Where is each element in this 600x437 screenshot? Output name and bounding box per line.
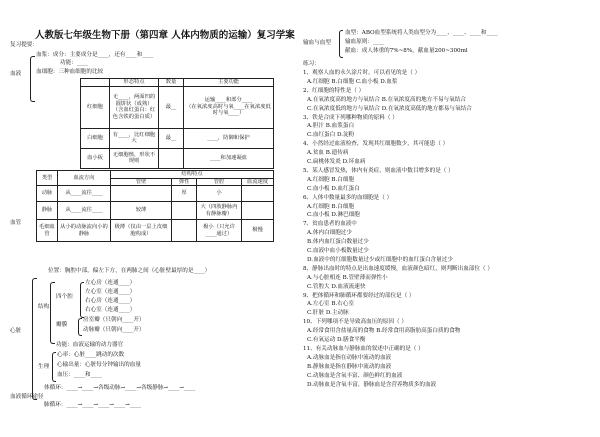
question-line: C.血小板 D.淋巴细胞	[307, 212, 360, 219]
vessel-lumen: 极小（只允许____通过）	[197, 220, 242, 242]
question-line: A.贫血 B.遗传病	[307, 150, 349, 157]
vessel-type: 毛细血管	[37, 220, 58, 242]
wbc-shape: 有____，比红细胞大	[110, 128, 159, 148]
question-line: A.胆汁 B.血浆蛋白	[307, 123, 355, 130]
question-line: 4、小然经过血液检查，发现其红细胞数少，其可能患（ ）	[303, 141, 449, 148]
vessel-header: 血流方向	[58, 171, 111, 186]
body-circulation: 体循环：____→____→各级动脉→____→各级静脉→____→____	[44, 385, 196, 391]
question-line: B.静脉血是指在静脉中流动的血液	[307, 363, 392, 370]
question-line: C.管腔大 D.血液流速快	[307, 283, 366, 290]
physiology-item: 血压：____和____	[57, 372, 102, 378]
physiology-brace	[52, 352, 56, 382]
question-line: C.血小板 D.血红蛋白	[307, 185, 360, 192]
question-line: 1、观察人血的永久涂片时，可以看见的是（ ）	[303, 70, 421, 76]
heart-label: 心脏	[10, 328, 22, 334]
table-row-name: 血小板	[81, 148, 110, 168]
question-line: C.在氧浓度低的地方与氧结合 D.在氧浓度高低的地方都易与氧结合	[307, 105, 472, 112]
question-line: A.经常食用含盐量高的食物 B.经常食用高脂肪高蛋白质的食物	[307, 328, 461, 335]
question-line: 9、把体循环和肺循环都要经过的部位是（ ）	[303, 292, 415, 299]
left-column	[10, 42, 292, 432]
vessel-speed	[242, 186, 274, 202]
vessel-type: 静脉	[37, 202, 58, 220]
table-row-name: 红细胞	[81, 86, 110, 128]
physiology-item: 心率：心脏____跳动的次数	[57, 352, 125, 358]
question-line: C.血液中血小板数量过少	[307, 248, 369, 254]
donation-line: 献血：成人体重的7%~8%，献血量200~300ml	[345, 48, 468, 54]
rbc-shape: 无____，两面凹的圆饼状（成熟）	[112, 94, 156, 107]
structure-label: 结构	[38, 304, 50, 310]
vessel-dir: 从小的动脉流向小的静脉	[58, 220, 111, 242]
valve-item: 房室瓣（只朝向____开）	[83, 317, 145, 323]
question-line: A.与心脏相连 B.管壁薄而弹性小	[307, 274, 388, 281]
blood-cells-line: 血细胞：三种血细胞的比较	[36, 69, 104, 75]
vessel-wall: 极薄（仅由一层上皮细胞构成）	[111, 220, 172, 242]
blood-cell-table	[80, 78, 274, 169]
platelet-shape: 无细胞核，形状不规则	[110, 148, 159, 168]
heart-function: 功能：血液运输的动力器官	[56, 342, 124, 348]
plasma-function: 功能：____	[60, 60, 88, 66]
rbc-count: 最__	[159, 86, 184, 128]
question-line: B.体内血红蛋白数量过少	[307, 239, 369, 246]
vessel-table-title: 结构特点	[111, 171, 274, 179]
question-line: 5、某人感冒发热，体内有炎症，则血液中数目增多的是（ ）	[303, 167, 454, 174]
rbc-func-note: （在氧浓度高时与氧____在氧浓度低时与氧____）	[186, 103, 271, 117]
question-line: 7、贫血患者的血液中	[303, 221, 357, 228]
table-row-name: 白细胞	[81, 128, 110, 148]
question-line: C.动脉血是含氧丰富、颜色鲜红的血液	[307, 372, 403, 379]
vessel-label: 血管	[10, 220, 22, 226]
question-line: 2、红细胞的特性是（ ）	[303, 87, 365, 94]
vessel-header: 类型	[37, 171, 58, 186]
vessel-header: 管壁	[111, 178, 172, 186]
wbc-count: 最__	[159, 128, 184, 148]
lung-circulation: 肺循环：____→____→____→____→____	[44, 402, 142, 408]
transfusion-brace	[339, 30, 343, 58]
vessel-header: 血流速度	[242, 178, 274, 186]
valves-label: 瓣膜	[56, 322, 68, 328]
question-line: A.红细胞 B.白细胞	[307, 203, 355, 210]
structure-brace	[50, 282, 55, 344]
question-line: A.在氧浓度高的地方与氧结合 B.在氧浓度高的地方不易与氧结合	[307, 96, 466, 103]
vessel-dir: 从____流往____	[58, 186, 111, 202]
question-line: A.红细胞 B.白细胞 C.血小板 D.血浆	[307, 78, 398, 85]
chamber-item: 左心房（连通____）	[85, 280, 136, 286]
wbc-func: ____，防御和保护	[184, 128, 274, 148]
vessel-header: 管腔	[197, 178, 242, 186]
rbc-shape-note: （含血红蛋白：红色含铁的蛋白质）	[112, 107, 156, 120]
blood-type-line: 血型：ABO血型系统将人类血型分为____、____、____和____	[345, 30, 498, 36]
vessel-wall: 较薄	[111, 202, 172, 220]
heart-intro: 位置：胸腔中部，偏左下方，在两肺之间（心脏壁最厚的是____）	[48, 268, 211, 274]
right-column	[303, 28, 593, 433]
vessel-elastic: 厚	[172, 186, 197, 202]
chambers-brace	[80, 282, 84, 318]
page-title: 人教版七年级生物下册（第四章 人体内物质的运输）复习学案	[35, 30, 295, 41]
vessel-header: 弹性	[172, 178, 197, 186]
chamber-item: 右心室（连通____）	[85, 307, 136, 313]
vessel-elastic	[172, 202, 197, 220]
vessel-lumen: 大（四肢静脉内有静脉瓣）	[197, 202, 242, 220]
question-line: C.血红蛋白 D.淀粉	[307, 132, 355, 139]
table-header: 数量	[159, 79, 184, 87]
vessel-wall	[111, 186, 172, 202]
platelet-count	[159, 148, 184, 168]
transfusion-label: 输血与血型	[303, 40, 331, 46]
question-line: A.红细胞 B.白细胞	[307, 176, 355, 183]
question-line: D.动脉血是含氧丰富，静脉血是含营养物质多的血液	[307, 381, 437, 388]
physiology-item: 心输出量：心脏每分钟输出的血量	[57, 362, 141, 368]
question-line: C.有氧运动 D.膳食平衡	[307, 337, 366, 343]
vessel-lumen: 小	[197, 186, 242, 202]
question-line: C.扁桃体发炎 D.坏血病	[307, 159, 366, 165]
question-line: 8、静脉出血时的特点是出血速度缓慢，血液颜色暗红，则判断出血部位（ ）	[303, 265, 493, 272]
blood-label: 血液	[10, 71, 22, 77]
vessel-elastic	[172, 220, 197, 242]
question-line: C.肝脏 D.主动脉	[307, 310, 349, 317]
rbc-func: 运输____和部分____	[204, 97, 253, 104]
question-line: D.血液中的红细胞数量过少或红细胞中的血红蛋白含量过少	[307, 256, 453, 263]
question-line: A.体内白细胞过少	[307, 230, 352, 237]
table-header: 形态特点	[110, 79, 159, 87]
blood-brace	[30, 56, 35, 102]
chamber-item: 左心室（连通____）	[85, 289, 136, 295]
vessel-type: 动脉	[37, 186, 58, 202]
vessel-speed	[242, 202, 274, 220]
vessel-table	[36, 170, 274, 242]
question-line: 10、下列哪项不是导致高血压的原因（ ）	[303, 319, 407, 326]
question-line: A.左心室 B.右心室	[307, 301, 355, 308]
transfusion-principle: 输血原则：____	[345, 39, 385, 45]
physiology-label: 生理	[38, 364, 50, 370]
question-line: A.动脉血是指在动脉中流动的血液	[307, 354, 392, 361]
valves-brace	[78, 318, 82, 336]
chamber-item: 右心房（连通____）	[85, 298, 136, 304]
valve-item: 动脉瓣（只朝向____开）	[83, 327, 145, 333]
practice-heading: 练习：	[303, 61, 320, 67]
vessel-dir: 从____流往____	[58, 202, 111, 220]
question-line: 11、有关动脉血与静脉血的叙述中正确的是（ ）	[303, 345, 424, 352]
review-heading: 复习提要：	[10, 42, 38, 48]
question-line: 6、人体中数量最多的血细胞是（ ）	[303, 194, 393, 201]
table-header: 主要功能	[184, 79, 274, 87]
question-line: 3、铁是合成下列哪种物质的原料（ ）	[303, 114, 398, 121]
plasma-line: 血浆：成分：主要成分是____，还有____和____	[36, 52, 154, 58]
heart-brace	[32, 278, 37, 400]
platelet-func: ____和加速凝血	[184, 148, 274, 168]
circulation-label: 血液循环途径	[10, 394, 44, 400]
vessel-speed: 极慢	[242, 220, 274, 242]
four-chambers-label: 四个腔	[56, 294, 73, 300]
